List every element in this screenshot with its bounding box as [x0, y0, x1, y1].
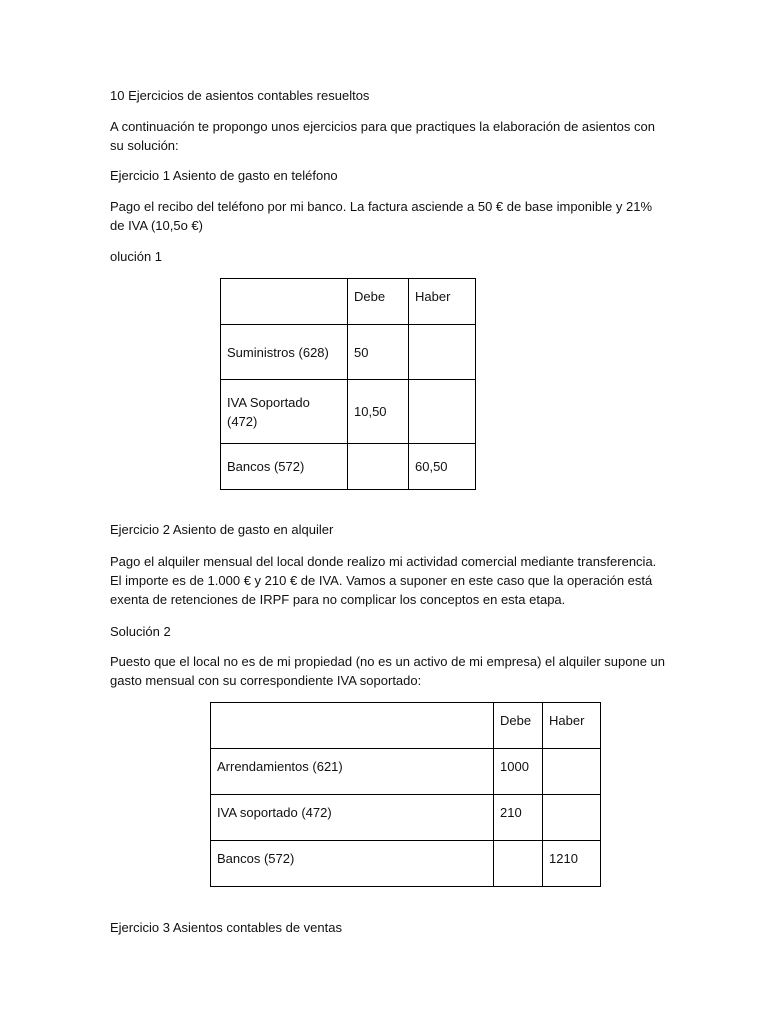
- exercise-2-solution-label: Solución 2: [110, 624, 171, 639]
- debe-cell: 50: [348, 325, 409, 380]
- haber-cell: [543, 749, 601, 795]
- table-row: [211, 795, 601, 841]
- account-cell: Bancos (572): [221, 444, 348, 490]
- account-cell: Suministros (628): [221, 325, 348, 380]
- account-cell: IVA Soportado (472): [221, 380, 348, 444]
- account-cell: IVA soportado (472): [211, 795, 494, 841]
- debe-cell: 210: [494, 795, 543, 841]
- table-header-cell: [221, 279, 348, 325]
- table-header-row: [221, 279, 476, 325]
- exercise-1-solution-table: [220, 278, 476, 490]
- table-row: [221, 380, 476, 444]
- table-row: [211, 841, 601, 887]
- document-title: 10 Ejercicios de asientos contables resueltos: [110, 88, 370, 103]
- debe-cell: 1000: [494, 749, 543, 795]
- exercise-2-solution-table: [210, 702, 601, 887]
- haber-cell: [409, 325, 476, 380]
- debe-cell: [494, 841, 543, 887]
- haber-cell: 60,50: [409, 444, 476, 490]
- exercise-2-explanation: Puesto que el local no es de mi propiedad (no es un activo de mi empresa) el alquiler supone un gasto mensual con su correspondiente IVA soportado:: [110, 654, 666, 688]
- table-row: [221, 444, 476, 490]
- table-header-haber: Haber: [409, 279, 476, 325]
- exercise-1-text: Pago el recibo del teléfono por mi banco. La factura asciende a 50 € de base imponible y 21% de IVA (10,5o €): [110, 199, 653, 233]
- exercise-3-heading: Ejercicio 3 Asientos contables de ventas: [110, 920, 342, 935]
- exercise-1-solution-label: olución 1: [110, 249, 163, 264]
- exercise-1-heading: Ejercicio 1 Asiento de gasto en teléfono: [110, 168, 338, 183]
- account-cell: Bancos (572): [211, 841, 494, 887]
- table-header-haber: Haber: [543, 703, 601, 749]
- table-row: [211, 749, 601, 795]
- debe-cell: [348, 444, 409, 490]
- table-header-debe: Debe: [348, 279, 409, 325]
- haber-cell: [543, 795, 601, 841]
- table-header-row: [211, 703, 601, 749]
- account-cell: Arrendamientos (621): [211, 749, 494, 795]
- haber-cell: [409, 380, 476, 444]
- intro-paragraph: A continuación te propongo unos ejercicios para que practiques la elaboración de asientos con su solución:: [110, 119, 655, 153]
- exercise-2-heading: Ejercicio 2 Asiento de gasto en alquiler: [110, 522, 334, 537]
- exercise-2-text: Pago el alquiler mensual del local donde realizo mi actividad comercial mediante transferencia. El importe es de 1.000 € y 210 € de IVA. Vamos a suponer en este caso que la operación está exenta de retenciones de IRPF para no complicar los conceptos en esta etapa.: [110, 554, 657, 607]
- table-header-debe: Debe: [494, 703, 543, 749]
- debe-cell: 10,50: [348, 380, 409, 444]
- table-row: [221, 325, 476, 380]
- haber-cell: 1210: [543, 841, 601, 887]
- table-header-cell: [211, 703, 494, 749]
